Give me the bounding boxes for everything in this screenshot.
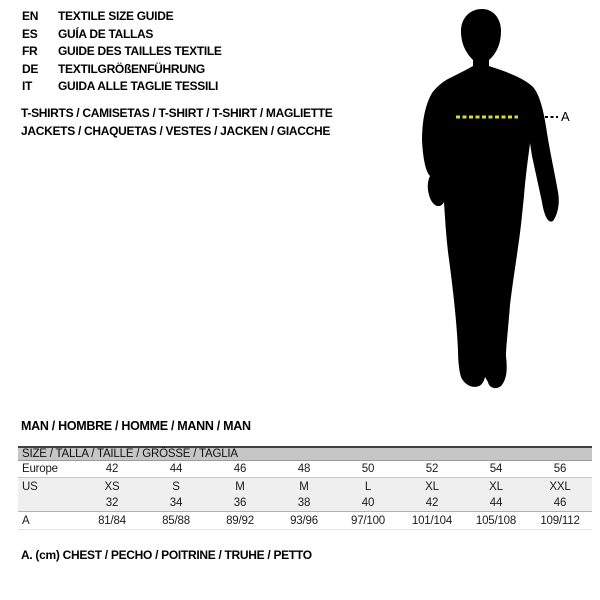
size-cell: 38 [297, 497, 311, 509]
size-cell: XL [489, 480, 503, 493]
size-cell: 46 [233, 463, 247, 475]
language-code: FR [22, 44, 38, 58]
language-code: IT [22, 79, 33, 93]
size-cell: 56 [553, 463, 567, 475]
size-cell: 48 [297, 463, 311, 475]
section-title: MAN / HOMBRE / HOMME / MANN / MAN [21, 419, 251, 433]
size-cell: 54 [489, 463, 503, 475]
size-cell: 46 [553, 497, 567, 509]
size-cell: 109/112 [540, 514, 580, 527]
language-code: DE [22, 61, 39, 76]
row-label: Europe [22, 463, 58, 475]
size-cell: 89/92 [226, 514, 254, 527]
size-cell: 34 [169, 497, 183, 509]
language-label: GUÍA DE TALLAS [58, 26, 154, 41]
size-cell: 42 [425, 497, 439, 509]
size-cell: S [172, 480, 180, 493]
size-cell: 81/84 [98, 514, 126, 527]
table-row-chest [18, 512, 592, 530]
size-cell: 101/104 [411, 514, 453, 527]
man-silhouette [390, 0, 600, 400]
size-cell: 93/96 [290, 514, 318, 527]
size-table [18, 446, 592, 530]
size-cell: 50 [361, 463, 375, 475]
language-code: EN [22, 9, 39, 23]
language-label: GUIDE DES TAILLES TEXTILE [58, 44, 222, 58]
row-label: US [22, 480, 38, 493]
size-cell: 44 [489, 497, 503, 509]
category-line-jackets: JACKETS / CHAQUETAS / VESTES / JACKEN / GIACCHE [21, 124, 331, 138]
language-label: GUIDA ALLE TAGLIE TESSILI [58, 79, 219, 93]
size-cell: 40 [361, 497, 375, 509]
row-label: A [22, 514, 30, 527]
table-row-us [18, 478, 592, 495]
measure-label-a: A [561, 109, 570, 124]
language-code: ES [22, 26, 38, 41]
table-row-europe [18, 461, 592, 478]
size-cell: L [364, 480, 372, 493]
size-cell: XL [425, 480, 439, 493]
category-list [21, 104, 333, 140]
man-silhouette-figure [390, 0, 600, 400]
size-cell: 105/108 [475, 514, 517, 527]
size-cell: 32 [105, 497, 119, 509]
measurement-footnote: A. (cm) CHEST / PECHO / POITRINE / TRUHE / PETTO [21, 548, 312, 562]
language-list [22, 10, 222, 93]
size-cell: 97/100 [351, 514, 385, 527]
language-label: TEXTILGRÖßENFÜHRUNG [58, 61, 205, 76]
size-table-header: SIZE / TALLA / TAILLE / GRÖSSE / TAGLIA [18, 446, 592, 461]
man-silhouette-body [422, 9, 559, 388]
category-line-tshirts: T-SHIRTS / CAMISETAS / T-SHIRT / T-SHIRT / MAGLIETTE [21, 106, 333, 120]
size-cell: M [299, 480, 309, 493]
table-row-intl [18, 495, 592, 512]
size-cell: 52 [425, 463, 439, 475]
size-cell: XXL [549, 480, 571, 493]
language-label: TEXTILE SIZE GUIDE [58, 9, 174, 23]
size-cell: 44 [169, 463, 183, 475]
size-cell: 85/88 [162, 514, 190, 527]
size-cell: M [235, 480, 245, 493]
size-cell: XS [104, 480, 120, 493]
size-cell: 42 [105, 463, 119, 475]
size-cell: 36 [233, 497, 247, 509]
